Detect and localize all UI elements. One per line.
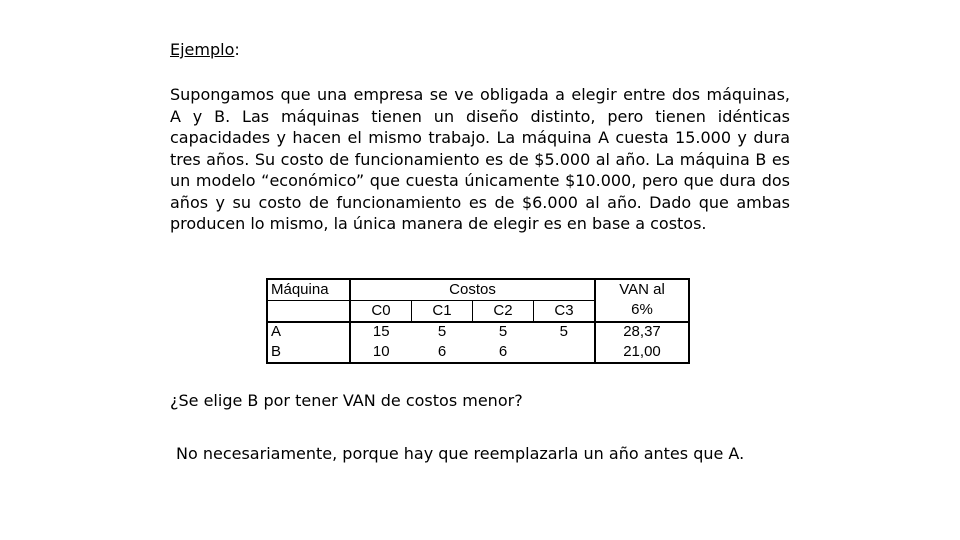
table-cell-c2: 5 [498, 323, 508, 341]
table-cell-c2: 6 [498, 343, 508, 361]
answer-text: No necesariamente, porque hay que reemplazarla un año antes que A. [176, 444, 745, 463]
table-header-c0: C0 [350, 300, 412, 321]
table-header-c1: C1 [412, 300, 473, 321]
table-cell-machine: A [271, 323, 282, 341]
table-header-machine: Máquina [268, 280, 350, 300]
table-header-c3: C3 [534, 300, 596, 321]
table-header-van-line2: 6% [595, 300, 688, 321]
table-header-c2: C2 [473, 300, 534, 321]
cost-table [266, 278, 690, 364]
table-cell-c1: 6 [437, 343, 447, 361]
table-cell-c0: 10 [350, 342, 412, 362]
table-row [268, 342, 688, 362]
example-heading-colon: : [234, 40, 240, 59]
table-cell-c0: 15 [350, 322, 412, 343]
table-cell-van: 21,00 [595, 342, 688, 362]
table-cell-c3 [534, 342, 596, 362]
example-heading-label: Ejemplo [170, 40, 235, 59]
table-header-van-line1: VAN al [595, 280, 688, 300]
table-cell-machine: B [271, 343, 282, 361]
question-text: ¿Se elige B por tener VAN de costos menor? [170, 391, 523, 410]
table-cell-c1: 5 [437, 323, 447, 341]
table-row [268, 322, 688, 343]
table-cell-van: 28,37 [595, 322, 688, 343]
table-cell-c3: 5 [559, 323, 568, 341]
table-header-costs: Costos [350, 280, 595, 300]
example-heading [170, 40, 240, 60]
problem-paragraph: Supongamos que una empresa se ve obligada a elegir entre dos máquinas, A y B. Las máquinas tienen un diseño distinto, pero tienen idénticas capacidades y hacen el mismo trabajo. La máquina A cuesta 15.000 y dura tres años. Su costo de funcionamiento es de $5.000 al año. La máquina B es un modelo “económico” que cuesta únicamente $10.000, pero que dura dos años y su costo de funcionamiento es de $6.000 al año. Dado que ambas producen lo mismo, la única manera de elegir es en base a costos. [170, 85, 790, 233]
